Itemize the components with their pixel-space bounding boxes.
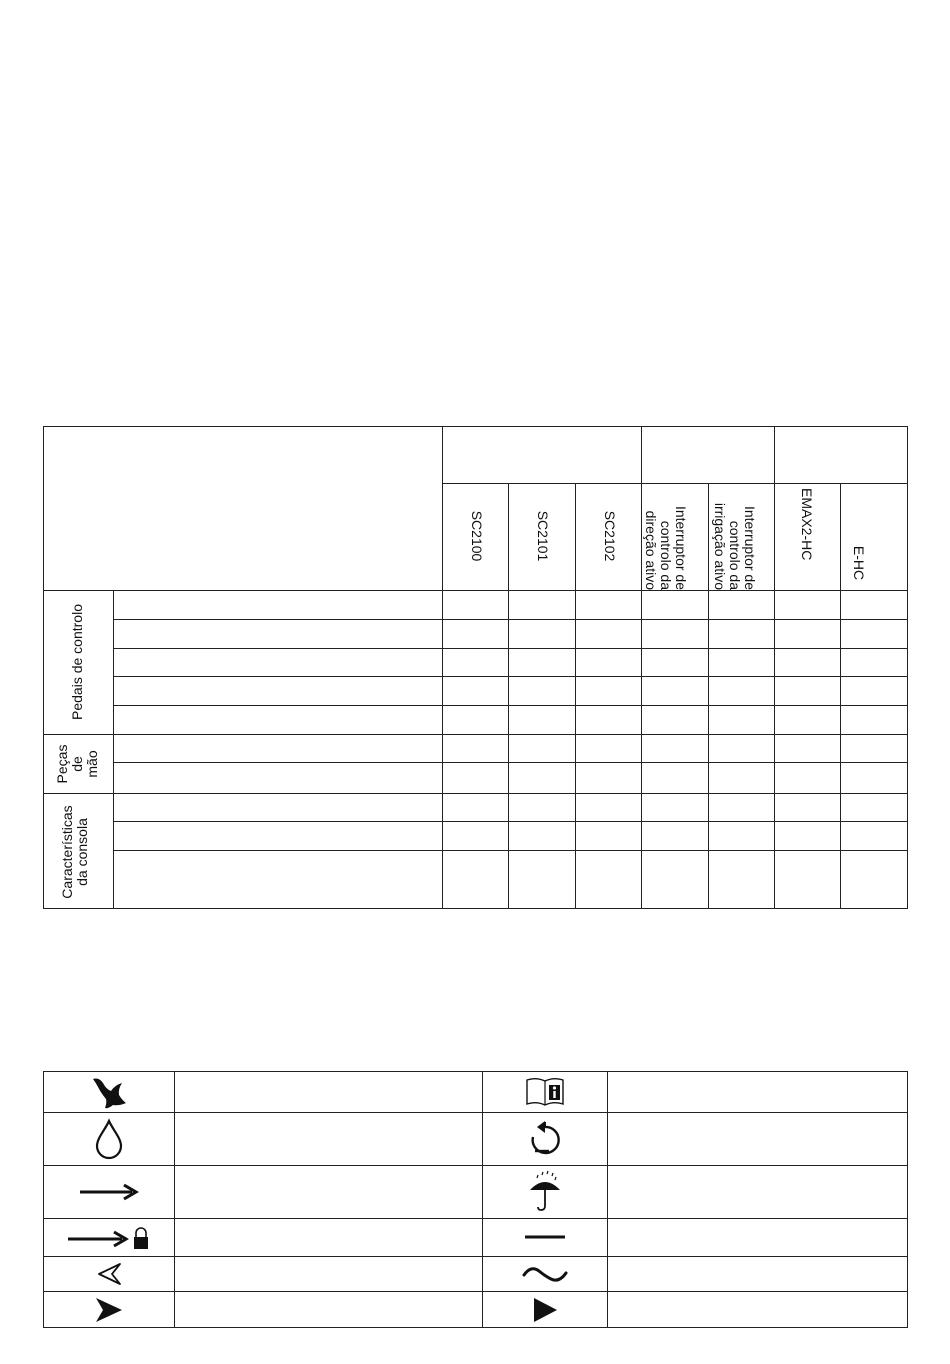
column-header-sc2100: SC2100 — [469, 510, 485, 562]
column-header-direction-switch: Interruptor de controlo da direção ativo — [643, 505, 689, 590]
group-label-handpieces: Peças de mão — [54, 744, 100, 784]
water-drop-icon — [44, 1113, 174, 1165]
direct-current-icon — [483, 1219, 607, 1256]
outline-arrowhead-icon — [44, 1257, 174, 1291]
alternating-current-icon — [483, 1257, 607, 1291]
recycle-icon — [483, 1113, 607, 1165]
column-header-sc2102: SC2102 — [602, 510, 618, 562]
arrow-lock-icon — [44, 1219, 174, 1256]
column-header-sc2101: SC2101 — [535, 510, 551, 562]
table-border-left — [43, 426, 44, 908]
play-triangle-icon — [483, 1292, 607, 1327]
table-border-top — [43, 426, 908, 427]
info-book-icon — [483, 1072, 607, 1112]
header-divider — [442, 483, 907, 484]
solid-arrowhead-icon — [44, 1292, 174, 1327]
table-border-bottom — [43, 908, 908, 909]
group-label-control-pedals: Pedais de controlo — [69, 604, 85, 720]
table-border-right — [907, 426, 908, 908]
arrow-right-icon — [44, 1166, 174, 1218]
keep-dry-icon — [483, 1166, 607, 1218]
group-label-console-features: Características da consola — [59, 805, 90, 899]
manufacturer-icon — [44, 1072, 174, 1112]
column-header-e-hc: E-HC — [851, 545, 867, 581]
column-header-emax2-hc: EMAX2-HC — [799, 488, 815, 561]
column-header-irrigation-switch: Interruptor de controlo da irrigação ativo — [712, 502, 758, 590]
